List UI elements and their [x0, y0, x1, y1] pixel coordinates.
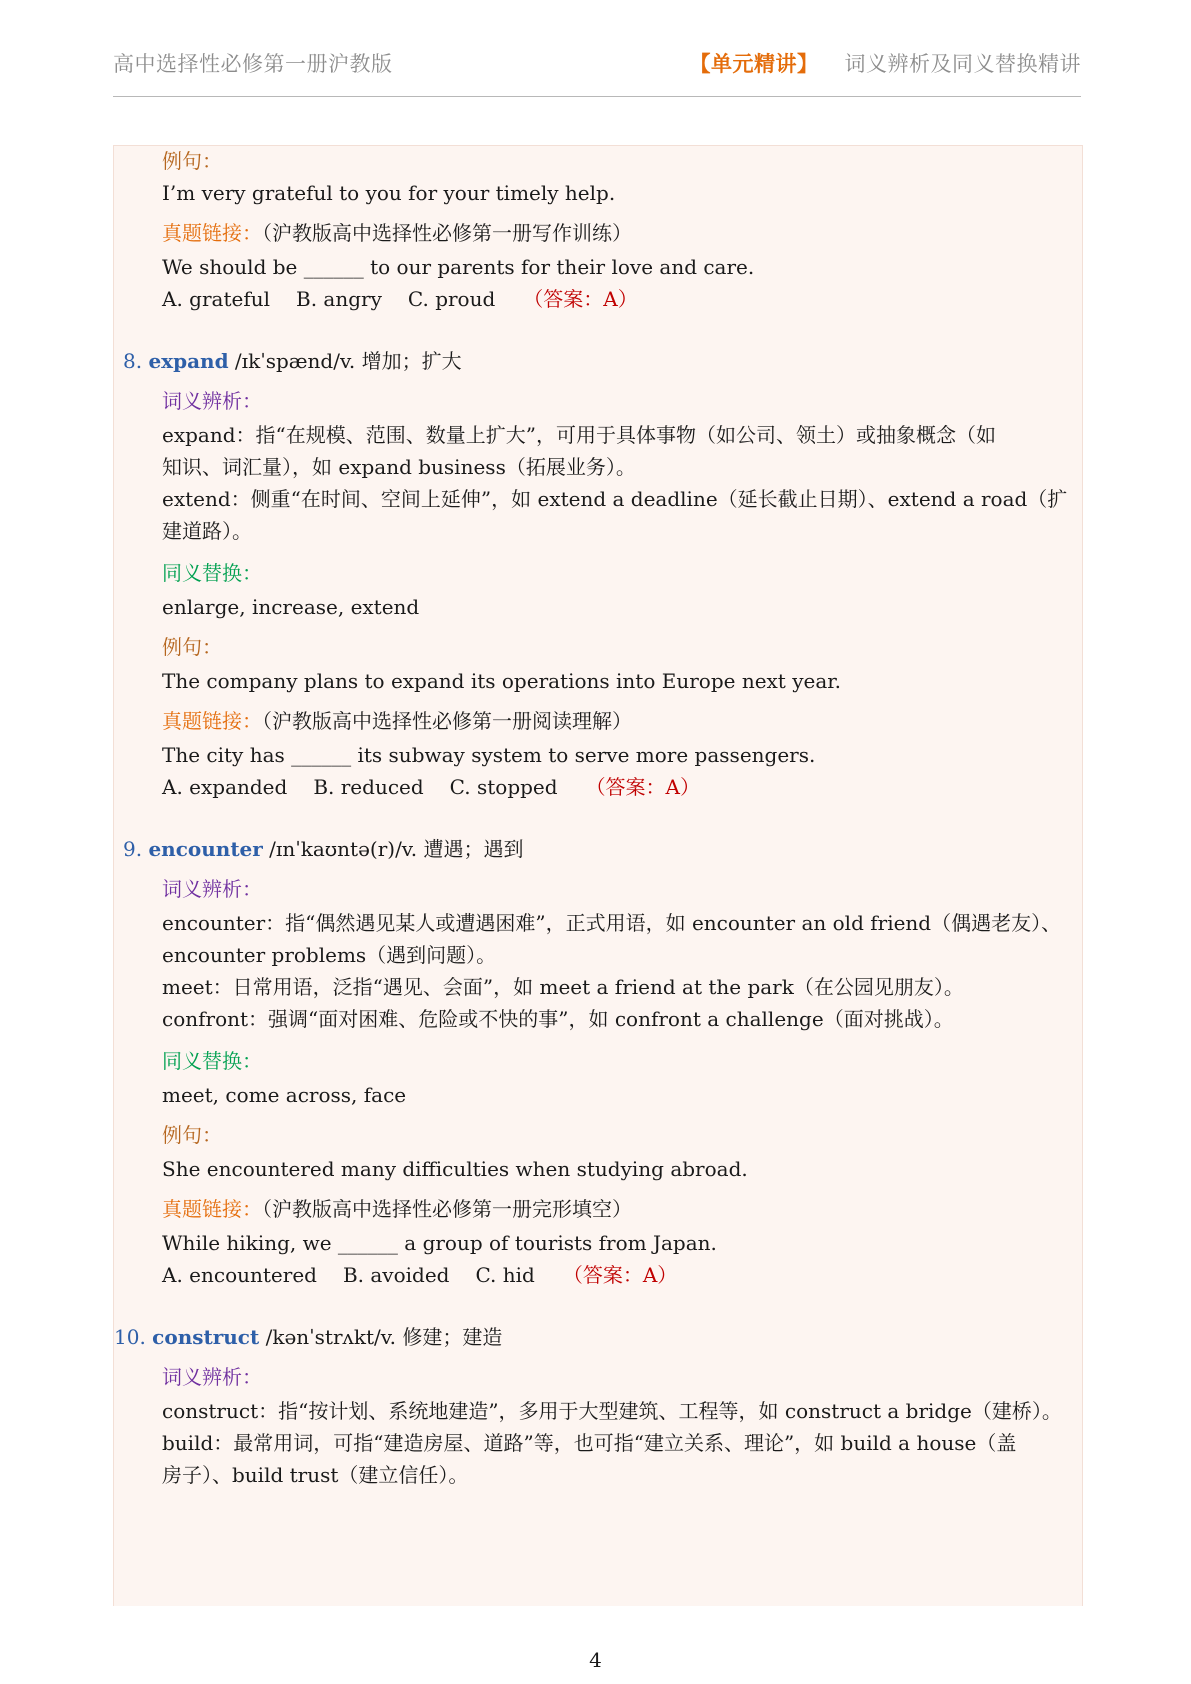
options-line [162, 774, 700, 800]
synonyms: meet, come across, face [162, 1083, 407, 1107]
entry-word: construct [152, 1325, 260, 1349]
example-sentence: I’m very grateful to you for your timely help. [162, 181, 616, 205]
link-line [162, 708, 632, 734]
entry-number: 10. [114, 1325, 146, 1349]
option: B. reduced [313, 775, 424, 799]
analysis-line: extend：侧重“在时间、空间上延伸”，如 extend a deadline（延长截止日期）、extend a road（扩 [162, 487, 1068, 511]
entry-heading [123, 348, 462, 374]
analysis-line: encounter：指“偶然遇见某人或遭遇困难”，正式用语，如 encounter an old friend（偶遇老友）、 [162, 911, 1062, 935]
analysis-line: encounter problems（遇到问题）。 [162, 943, 497, 967]
analysis-line: confront：强调“面对困难、危险或不快的事”，如 confront a challenge（面对挑战）。 [162, 1007, 954, 1031]
analysis-line: 知识、词汇量），如 expand business（拓展业务）。 [162, 455, 636, 479]
analysis-label: 词义辨析： [162, 389, 262, 413]
synonyms-label: 同义替换： [162, 561, 262, 585]
options-line [162, 286, 638, 312]
options-line [162, 1262, 677, 1288]
link-line [162, 1196, 632, 1222]
example-label: 例句： [162, 635, 222, 659]
option: C. proud [407, 287, 496, 311]
header-tag: 【单元精讲】 [689, 51, 819, 76]
question: We should be ______ to our parents for their love and care. [162, 255, 755, 279]
analysis-line: build：最常用词，可指“建造房屋、道路”等，也可指“建立关系、理论”，如 build a house（盖 [162, 1431, 1017, 1455]
entry-pronunciation: /ɪnˈkaʊntə(r)/v. 遭遇；遇到 [262, 837, 524, 861]
answer: （答案：A） [562, 1263, 678, 1287]
header-topic: 词义辨析及同义替换精讲 [844, 52, 1081, 76]
page-number: 4 [589, 1648, 602, 1672]
entry-number: 9. [123, 837, 143, 861]
example-sentence: She encountered many difficulties when studying abroad. [162, 1157, 748, 1181]
example-sentence: The company plans to expand its operations into Europe next year. [162, 669, 841, 693]
page-header [113, 44, 1081, 97]
answer: （答案：A） [523, 287, 638, 311]
link-source: （沪教版高中选择性必修第一册完形填空） [262, 1197, 632, 1221]
option: B. angry [296, 287, 382, 311]
option: A. expanded [162, 775, 288, 799]
entry-heading [114, 1324, 502, 1350]
option: A. grateful [162, 287, 270, 311]
option: C. stopped [449, 775, 558, 799]
link-source: （沪教版高中选择性必修第一册写作训练） [262, 221, 632, 245]
synonyms-label: 同义替换： [162, 1049, 262, 1073]
option: A. encountered [162, 1263, 317, 1287]
example-label: 例句： [162, 1123, 222, 1147]
entry-word: encounter [148, 837, 263, 861]
analysis-line: 房子）、build trust（建立信任）。 [162, 1463, 469, 1487]
link-line [162, 220, 632, 246]
analysis-line: expand：指“在规模、范围、数量上扩大”，可用于具体事物（如公司、领土）或抽象概念（如 [162, 423, 996, 447]
analysis-line: construct：指“按计划、系统地建造”，多用于大型建筑、工程等，如 construct a bridge（建桥）。 [162, 1399, 1062, 1423]
link-label: 真题链接： [162, 709, 262, 733]
analysis-label: 词义辨析： [162, 1365, 262, 1389]
entry-heading [123, 836, 523, 862]
question: The city has ______ its subway system to serve more passengers. [162, 743, 816, 767]
option: C. hid [475, 1263, 535, 1287]
question: While hiking, we ______ a group of tourists from Japan. [162, 1231, 717, 1255]
analysis-label: 词义辨析： [162, 877, 262, 901]
content-box [113, 145, 1083, 1606]
header-book-title: 高中选择性必修第一册沪教版 [113, 52, 393, 76]
answer: （答案：A） [585, 775, 701, 799]
link-label: 真题链接： [162, 221, 262, 245]
entry-pronunciation: /kənˈstrʌkt/v. 修建；建造 [259, 1325, 503, 1349]
header-section [690, 48, 1082, 78]
analysis-line: meet：日常用语，泛指“遇见、会面”，如 meet a friend at the park（在公园见朋友）。 [162, 975, 964, 999]
link-label: 真题链接： [162, 1197, 262, 1221]
entry-pronunciation: /ɪkˈspænd/v. 增加；扩大 [228, 349, 462, 373]
entry-word: expand [148, 349, 229, 373]
entry-number: 8. [123, 349, 143, 373]
example-label: 例句： [162, 149, 222, 173]
link-source: （沪教版高中选择性必修第一册阅读理解） [262, 709, 632, 733]
synonyms: enlarge, increase, extend [162, 595, 420, 619]
analysis-line: 建道路）。 [162, 519, 252, 543]
option: B. avoided [342, 1263, 450, 1287]
